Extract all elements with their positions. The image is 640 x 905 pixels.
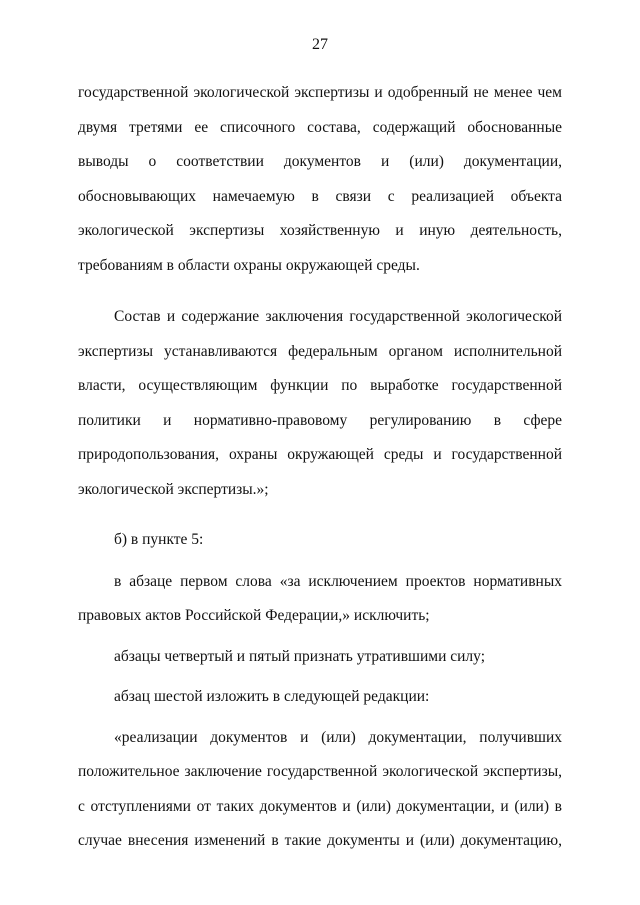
paragraph-sixth-abzac: абзац шестой изложить в следующей редакции: — [114, 688, 430, 705]
paragraph-first-abzac: в абзаце первом слова «за исключением проектов нормативных правовых актов Российской Федерации,» исключить; — [78, 572, 562, 624]
paragraph-fourth-fifth-abzac: абзацы четвертый и пятый признать утратившими силу; — [114, 647, 486, 665]
document-body — [78, 76, 562, 859]
page-number: 27 — [312, 36, 328, 53]
paragraph-continuation: государственной экологической экспертизы и одобренный не менее чем двумя третями ее списочного состава, содержащий обоснованные выводы о соответствии документов и (или) документации, обосновывающих намечаемую в связи с реализацией объекта экологической экспертизы хозяйственную и иную деятельность, требованиям в области охраны окружающей среды. — [78, 84, 562, 274]
paragraph-item-b: б) в пункте 5: — [114, 531, 204, 548]
paragraph-composition: Состав и содержание заключения государственной экологической экспертизы устанавливаются федеральным органом исполнительной власти, осуществляющим функции по выработке государственной политики и нормативно-правовому регулированию в сфере природопользования, охраны окружающей среды и государственной экологической экспертизы.»; — [78, 308, 562, 498]
paragraph-new-wording: «реализации документов и (или) документации, получивших положительное заключение государственной экологической экспертизы, с отступлениями от таких документов и (или) документации, и (или) в случае внесения изменений в такие документы и (или) документацию, — [78, 728, 562, 849]
